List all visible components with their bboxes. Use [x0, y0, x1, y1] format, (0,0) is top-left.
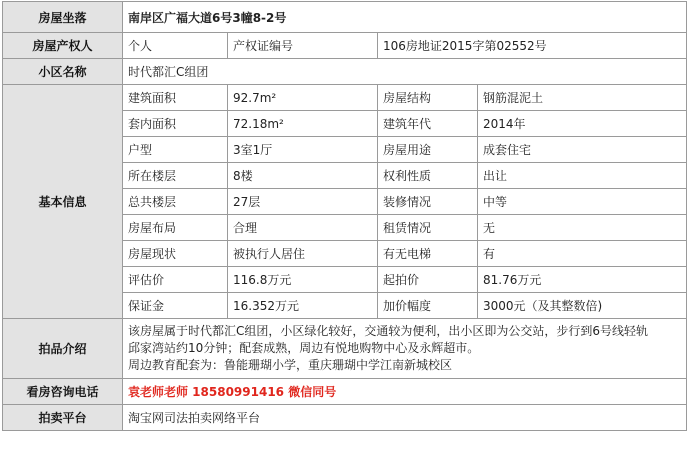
basic-cell: 建筑面积: [123, 85, 228, 111]
cert-value: 106房地证2015字第02552号: [378, 33, 687, 59]
basic-info-row: [3, 85, 687, 111]
basic-cell: 92.7m²: [228, 85, 378, 111]
basic-cell: 2014年: [478, 111, 687, 137]
basic-cell: 成套住宅: [478, 137, 687, 163]
intro-line: 周边教育配套为：鲁能珊瑚小学，重庆珊瑚中学江南新城校区: [128, 358, 453, 372]
basic-cell: 租赁情况: [378, 215, 478, 241]
basic-cell: 中等: [478, 189, 687, 215]
basic-cell: 所在楼层: [123, 163, 228, 189]
basic-cell: 27层: [228, 189, 378, 215]
basic-cell: 建筑年代: [378, 111, 478, 137]
basic-cell: 加价幅度: [378, 293, 478, 319]
contact-label: 看房咨询电话: [3, 379, 123, 405]
basic-cell: 房屋用途: [378, 137, 478, 163]
basic-cell: 房屋现状: [123, 241, 228, 267]
basic-cell: 评估价: [123, 267, 228, 293]
community-row: [3, 59, 687, 85]
basic-cell: 3000元（及其整数倍): [478, 293, 687, 319]
basic-cell: 有无电梯: [378, 241, 478, 267]
basic-cell: 3室1厅: [228, 137, 378, 163]
basic-cell: 装修情况: [378, 189, 478, 215]
community-value: 时代都汇C组团: [123, 59, 687, 85]
basic-cell: 总共楼层: [123, 189, 228, 215]
owner-value: 个人: [123, 33, 228, 59]
basic-cell: 合理: [228, 215, 378, 241]
property-info-table: [2, 1, 687, 431]
basic-cell: 权利性质: [378, 163, 478, 189]
basic-cell: 有: [478, 241, 687, 267]
platform-value: 淘宝网司法拍卖网络平台: [123, 405, 687, 431]
basic-cell: 无: [478, 215, 687, 241]
basic-cell: 房屋布局: [123, 215, 228, 241]
basic-cell: 房屋结构: [378, 85, 478, 111]
owner-label: 房屋产权人: [3, 33, 123, 59]
platform-label: 拍卖平台: [3, 405, 123, 431]
basic-cell: 16.352万元: [228, 293, 378, 319]
contact-row: [3, 379, 687, 405]
basic-cell: 出让: [478, 163, 687, 189]
intro-label: 拍品介绍: [3, 319, 123, 379]
contact-phone: 袁老师老师 18580991416 微信同号: [123, 379, 687, 405]
basic-info-label: 基本信息: [3, 85, 123, 319]
intro-text: [123, 319, 687, 379]
basic-cell: 钢筋混泥土: [478, 85, 687, 111]
basic-cell: 起拍价: [378, 267, 478, 293]
cert-label: 产权证编号: [228, 33, 378, 59]
platform-row: [3, 405, 687, 431]
intro-row: [3, 319, 687, 379]
owner-row: [3, 33, 687, 59]
address-row: [3, 2, 687, 33]
address-label: 房屋坐落: [3, 2, 123, 33]
community-label: 小区名称: [3, 59, 123, 85]
basic-cell: 被执行人居住: [228, 241, 378, 267]
basic-cell: 保证金: [123, 293, 228, 319]
basic-cell: 套内面积: [123, 111, 228, 137]
basic-cell: 72.18m²: [228, 111, 378, 137]
intro-line: 邱家湾站约10分钟；配套成熟，周边有悦地购物中心及永辉超市。: [128, 341, 480, 355]
basic-cell: 81.76万元: [478, 267, 687, 293]
basic-cell: 116.8万元: [228, 267, 378, 293]
basic-cell: 8楼: [228, 163, 378, 189]
basic-cell: 户型: [123, 137, 228, 163]
intro-line: 该房屋属于时代都汇C组团，小区绿化较好，交通较为便利，出小区即为公交站，步行到6号线轻轨: [128, 324, 649, 338]
address-value: 南岸区广福大道6号3幢8-2号: [123, 2, 687, 33]
